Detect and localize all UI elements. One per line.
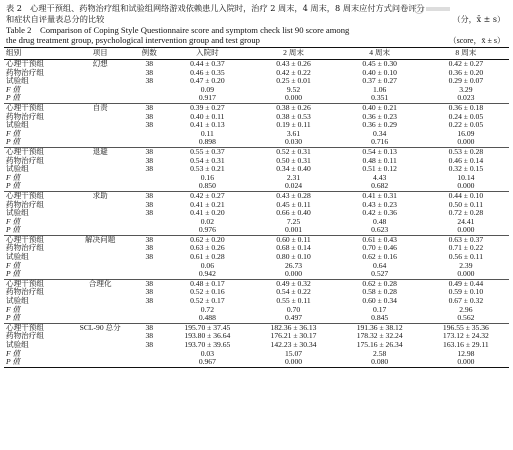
cell-value: 0.62 ± 0.16 bbox=[362, 252, 397, 262]
table-row bbox=[4, 157, 509, 166]
stat-value: 4.43 bbox=[373, 172, 387, 182]
results-table bbox=[4, 47, 509, 368]
table-row bbox=[4, 60, 509, 69]
stat-label: P 值 bbox=[4, 358, 66, 367]
cell-n: 38 bbox=[134, 191, 164, 200]
cell-group: 心理干预组 bbox=[4, 279, 66, 288]
stat-value: 0.000 bbox=[284, 269, 303, 279]
cell-value: 0.66 ± 0.40 bbox=[276, 208, 311, 218]
stat-value: 10.14 bbox=[457, 172, 475, 182]
stat-value: 0.000 bbox=[457, 137, 475, 147]
header-item: 项目 bbox=[66, 48, 134, 60]
cell-value: 0.50 ± 0.11 bbox=[448, 199, 483, 209]
stat-value: 0.942 bbox=[198, 269, 216, 279]
stat-value: 0.09 bbox=[200, 84, 214, 94]
cell-n: 38 bbox=[145, 340, 154, 349]
stat-value: 0.488 bbox=[198, 313, 216, 323]
cell-item: 求助 bbox=[66, 191, 134, 200]
cell-value: 0.68 ± 0.14 bbox=[276, 243, 311, 253]
stat-value: 0.917 bbox=[198, 93, 216, 103]
stat-row-p bbox=[4, 270, 509, 279]
cell-value: 0.53 ± 0.21 bbox=[190, 164, 225, 174]
cell-value: 0.19 ± 0.11 bbox=[276, 120, 311, 130]
cell-item bbox=[66, 297, 134, 306]
header-n: 例数 bbox=[134, 48, 164, 60]
stat-value: 2.58 bbox=[373, 348, 387, 358]
cell-value: 0.25 ± 0.01 bbox=[276, 76, 311, 86]
cell-empty bbox=[66, 262, 134, 271]
stat-value: 26.73 bbox=[284, 260, 303, 270]
table-row bbox=[4, 297, 509, 306]
caption-en-line2: the drug treatment group, psychological intervention group and test group bbox=[6, 35, 260, 45]
stat-label: F 值 bbox=[6, 216, 21, 226]
stat-row-f bbox=[4, 262, 509, 271]
cell-value: 0.42 ± 0.36 bbox=[362, 208, 397, 218]
table-row bbox=[4, 147, 509, 156]
cell-value: 0.51 ± 0.12 bbox=[362, 164, 397, 174]
cell-value: 0.42 ± 0.22 bbox=[276, 67, 311, 77]
header-week4: 4 周末 bbox=[337, 48, 423, 60]
stat-value: 0.976 bbox=[198, 225, 216, 235]
cell-group: 药物治疗组 bbox=[6, 199, 44, 209]
stat-row-f bbox=[4, 174, 509, 183]
stat-value: 2.31 bbox=[286, 172, 301, 182]
cell-empty bbox=[134, 218, 164, 227]
cell-empty bbox=[66, 306, 134, 315]
cell-value: 182.36 ± 36.13 bbox=[250, 323, 336, 332]
cell-value: 0.45 ± 0.11 bbox=[276, 199, 311, 209]
cell-value: 0.61 ± 0.28 bbox=[190, 252, 225, 262]
stat-value: 0.716 bbox=[371, 137, 389, 147]
cell-item bbox=[66, 165, 134, 174]
stat-value: 12.98 bbox=[457, 348, 475, 358]
stat-label: P 值 bbox=[6, 181, 20, 191]
cell-value: 0.60 ± 0.34 bbox=[362, 296, 397, 306]
stat-value: 0.001 bbox=[284, 225, 303, 235]
stat-value: 9.52 bbox=[286, 84, 301, 94]
cell-value: 0.24 ± 0.05 bbox=[448, 111, 484, 121]
cell-value: 0.32 ± 0.15 bbox=[448, 164, 484, 174]
cell-n: 38 bbox=[145, 111, 154, 121]
table-row bbox=[4, 113, 509, 122]
cell-value: 0.41 ± 0.21 bbox=[190, 199, 225, 209]
cell-item: 合理化 bbox=[66, 279, 134, 288]
cell-n: 38 bbox=[145, 155, 154, 165]
table-header-row bbox=[4, 48, 509, 60]
table-row bbox=[4, 323, 509, 332]
cell-value: 0.60 ± 0.11 bbox=[250, 235, 336, 244]
cell-group: 药物治疗组 bbox=[6, 331, 44, 341]
cell-value: 0.34 ± 0.40 bbox=[276, 164, 311, 174]
cell-empty bbox=[134, 130, 164, 139]
cell-value: 191.36 ± 38.12 bbox=[337, 323, 423, 332]
cell-n: 38 bbox=[145, 331, 154, 341]
cell-n: 38 bbox=[145, 59, 154, 68]
cell-empty bbox=[66, 358, 134, 367]
cell-group: 心理干预组 bbox=[4, 191, 66, 200]
cell-empty bbox=[134, 226, 164, 235]
cell-value: 195.70 ± 37.45 bbox=[164, 323, 250, 332]
stat-value: 0.06 bbox=[200, 260, 214, 270]
cell-empty bbox=[66, 86, 134, 95]
stat-row-p bbox=[4, 138, 509, 147]
cell-empty bbox=[134, 86, 164, 95]
stat-value: 16.09 bbox=[457, 128, 475, 138]
caption-en-line1: Table 2 Comparison of Coping Style Questionnaire score and symptom check list 90 score among bbox=[6, 25, 350, 35]
stat-value: 0.000 bbox=[423, 358, 509, 367]
stat-value: 0.527 bbox=[371, 269, 389, 279]
cell-group: 药物治疗组 bbox=[6, 67, 44, 77]
cell-value: 0.36 ± 0.29 bbox=[362, 120, 397, 130]
stat-label: P 值 bbox=[6, 313, 20, 323]
cell-value: 0.44 ± 0.10 bbox=[423, 191, 509, 200]
cell-group: 试验组 bbox=[6, 164, 29, 174]
cell-group: 药物治疗组 bbox=[6, 111, 44, 121]
cell-n: 38 bbox=[134, 103, 164, 112]
stat-value: 0.16 bbox=[200, 172, 214, 182]
cell-item bbox=[66, 244, 134, 253]
stat-label: P 值 bbox=[6, 269, 20, 279]
cell-group: 试验组 bbox=[6, 76, 29, 86]
stat-value: 0.000 bbox=[284, 93, 303, 103]
cell-value: 0.22 ± 0.05 bbox=[448, 120, 484, 130]
cell-value: 0.40 ± 0.10 bbox=[362, 67, 397, 77]
stat-value: 2.96 bbox=[459, 304, 473, 314]
cell-item bbox=[66, 77, 134, 86]
cell-group: 药物治疗组 bbox=[6, 287, 44, 297]
table-row bbox=[4, 341, 509, 350]
cell-value: 0.42 ± 0.27 bbox=[164, 191, 250, 200]
cell-value: 0.47 ± 0.20 bbox=[190, 76, 225, 86]
cell-value: 0.40 ± 0.21 bbox=[337, 103, 423, 112]
table-row bbox=[4, 253, 509, 262]
cell-value: 0.38 ± 0.26 bbox=[250, 103, 336, 112]
stat-row-p bbox=[4, 226, 509, 235]
cell-value: 0.49 ± 0.44 bbox=[423, 279, 509, 288]
cell-n: 38 bbox=[134, 147, 164, 156]
cell-n: 38 bbox=[145, 67, 154, 77]
cell-value: 196.55 ± 35.36 bbox=[423, 323, 509, 332]
stat-value: 24.41 bbox=[457, 216, 475, 226]
cell-group: 试验组 bbox=[6, 208, 29, 218]
cell-value: 173.12 ± 24.32 bbox=[442, 331, 489, 341]
cell-value: 0.29 ± 0.07 bbox=[448, 76, 484, 86]
cell-value: 0.41 ± 0.13 bbox=[190, 120, 225, 130]
stat-row-p bbox=[4, 94, 509, 103]
table-row bbox=[4, 191, 509, 200]
cell-group: 心理干预组 bbox=[4, 235, 66, 244]
stat-value: 0.17 bbox=[373, 304, 387, 314]
cell-value: 0.59 ± 0.10 bbox=[448, 287, 484, 297]
stat-row-f bbox=[4, 306, 509, 315]
table-row bbox=[4, 235, 509, 244]
stat-value: 3.61 bbox=[286, 128, 301, 138]
cell-group: 药物治疗组 bbox=[6, 155, 44, 165]
cell-value: 0.54 ± 0.22 bbox=[276, 287, 311, 297]
cell-item: SCL-90 总分 bbox=[66, 323, 134, 332]
cell-value: 0.58 ± 0.28 bbox=[362, 287, 397, 297]
cell-empty bbox=[66, 226, 134, 235]
cell-item: 退避 bbox=[66, 147, 134, 156]
cell-group: 药物治疗组 bbox=[6, 243, 44, 253]
stat-value: 0.000 bbox=[457, 181, 475, 191]
cell-value: 0.70 ± 0.46 bbox=[362, 243, 397, 253]
cell-n: 38 bbox=[145, 208, 154, 218]
cell-value: 0.62 ± 0.28 bbox=[337, 279, 423, 288]
caption-cn-line1: 表 2 心理干预组、药物治疗组和试验组网络游戏依赖患儿入院时，治疗 2 周末，4 周末，8 周末应付方式问卷评分 bbox=[6, 3, 425, 13]
cell-value: 142.23 ± 30.34 bbox=[270, 340, 317, 349]
stat-value: 0.030 bbox=[284, 137, 303, 147]
cell-value: 0.43 ± 0.28 bbox=[250, 191, 336, 200]
stat-value: 0.64 bbox=[373, 260, 387, 270]
cell-n: 38 bbox=[145, 199, 154, 209]
cell-group: 心理干预组 bbox=[4, 103, 66, 112]
cell-item: 自责 bbox=[66, 103, 134, 112]
stat-value: 0.11 bbox=[200, 128, 214, 138]
cell-value: 176.21 ± 30.17 bbox=[270, 331, 317, 341]
cell-n: 38 bbox=[145, 287, 154, 297]
stat-row-p bbox=[4, 314, 509, 323]
table-row bbox=[4, 69, 509, 78]
cell-value: 0.71 ± 0.22 bbox=[448, 243, 484, 253]
cell-value: 0.61 ± 0.43 bbox=[337, 235, 423, 244]
stat-value: 0.000 bbox=[457, 225, 475, 235]
cell-value: 0.40 ± 0.11 bbox=[190, 111, 225, 121]
stat-value: 0.72 bbox=[200, 304, 214, 314]
cell-value: 0.37 ± 0.27 bbox=[362, 76, 397, 86]
table-body bbox=[4, 60, 509, 368]
stat-label: P 值 bbox=[6, 137, 20, 147]
stat-value: 0.70 bbox=[286, 304, 301, 314]
cell-value: 0.54 ± 0.13 bbox=[337, 147, 423, 156]
cell-value: 163.16 ± 29.11 bbox=[443, 340, 489, 349]
cell-item bbox=[66, 209, 134, 218]
caption-cn-line2: 和症状自评量表总分的比较 bbox=[6, 14, 105, 24]
cell-group: 心理干预组 bbox=[4, 323, 66, 332]
cell-n: 38 bbox=[145, 120, 154, 130]
stat-label: F 值 bbox=[6, 172, 21, 182]
stat-label: P 值 bbox=[6, 93, 20, 103]
cell-value: 178.32 ± 32.24 bbox=[356, 331, 403, 341]
cell-item bbox=[66, 201, 134, 210]
cell-item bbox=[66, 113, 134, 122]
cell-value: 0.48 ± 0.17 bbox=[164, 279, 250, 288]
stat-value: 0.967 bbox=[164, 358, 250, 367]
cell-value: 0.80 ± 0.10 bbox=[276, 252, 311, 262]
cell-empty bbox=[66, 218, 134, 227]
cell-value: 0.54 ± 0.31 bbox=[190, 155, 225, 165]
cell-group: 试验组 bbox=[6, 120, 29, 130]
cell-value: 0.52 ± 0.16 bbox=[190, 287, 225, 297]
stat-value: 0.898 bbox=[198, 137, 216, 147]
cell-value: 0.50 ± 0.31 bbox=[276, 155, 311, 165]
stat-value: 0.34 bbox=[373, 128, 387, 138]
stat-label: F 值 bbox=[6, 260, 21, 270]
stat-value: 0.000 bbox=[250, 358, 336, 367]
cell-value: 0.43 ± 0.23 bbox=[362, 199, 397, 209]
stat-label: F 值 bbox=[6, 348, 21, 358]
table-row bbox=[4, 332, 509, 341]
header-week2: 2 周末 bbox=[250, 48, 336, 60]
stat-value: 0.03 bbox=[200, 348, 214, 358]
cell-value: 0.41 ± 0.31 bbox=[337, 191, 423, 200]
stat-row-f bbox=[4, 86, 509, 95]
stat-value: 0.000 bbox=[457, 269, 475, 279]
cell-item bbox=[66, 341, 134, 350]
stat-value: 0.497 bbox=[284, 313, 303, 323]
header-group: 组别 bbox=[4, 48, 66, 60]
cell-item bbox=[66, 288, 134, 297]
cell-value: 193.70 ± 39.65 bbox=[184, 340, 231, 349]
cell-value: 0.52 ± 0.17 bbox=[190, 296, 225, 306]
cell-value: 0.36 ± 0.18 bbox=[423, 103, 509, 112]
cell-value: 0.38 ± 0.53 bbox=[276, 111, 311, 121]
cell-empty bbox=[66, 350, 134, 359]
cell-n: 38 bbox=[145, 252, 154, 262]
table-row bbox=[4, 209, 509, 218]
cell-empty bbox=[134, 262, 164, 271]
watermark-logo bbox=[413, 3, 453, 15]
stat-value: 0.351 bbox=[371, 93, 389, 103]
cell-empty bbox=[134, 306, 164, 315]
stat-value: 7.25 bbox=[286, 216, 301, 226]
table-row bbox=[4, 244, 509, 253]
stat-value: 0.850 bbox=[198, 181, 216, 191]
stat-value: 2.39 bbox=[459, 260, 473, 270]
cell-item bbox=[66, 332, 134, 341]
stat-value: 0.562 bbox=[457, 313, 475, 323]
stat-value: 0.623 bbox=[371, 225, 389, 235]
cell-n: 38 bbox=[145, 164, 154, 174]
cell-n: 38 bbox=[145, 296, 154, 306]
cell-item bbox=[66, 69, 134, 78]
cell-item bbox=[66, 121, 134, 130]
stat-value: 15.07 bbox=[284, 348, 303, 358]
cell-empty bbox=[66, 270, 134, 279]
table-row bbox=[4, 279, 509, 288]
cell-value: 0.42 ± 0.27 bbox=[448, 59, 484, 68]
cell-group: 试验组 bbox=[6, 296, 29, 306]
cell-n: 38 bbox=[134, 323, 164, 332]
cell-item: 解决问题 bbox=[66, 235, 134, 244]
cell-item bbox=[66, 157, 134, 166]
cell-value: 0.67 ± 0.32 bbox=[448, 296, 484, 306]
cell-value: 0.36 ± 0.20 bbox=[448, 67, 484, 77]
cell-value: 0.52 ± 0.31 bbox=[250, 147, 336, 156]
table-row bbox=[4, 165, 509, 174]
cell-item: 幻想 bbox=[92, 59, 108, 68]
cell-empty bbox=[134, 270, 164, 279]
cell-empty bbox=[134, 314, 164, 323]
cell-value: 0.56 ± 0.11 bbox=[448, 252, 483, 262]
table-row bbox=[4, 201, 509, 210]
cell-value: 0.39 ± 0.27 bbox=[164, 103, 250, 112]
cell-value: 0.46 ± 0.14 bbox=[448, 155, 484, 165]
stat-value: 0.02 bbox=[200, 216, 214, 226]
cell-value: 0.72 ± 0.28 bbox=[448, 208, 484, 218]
cell-value: 175.16 ± 26.34 bbox=[356, 340, 403, 349]
stat-row-f bbox=[4, 218, 509, 227]
stat-row-f bbox=[4, 350, 509, 359]
cell-item bbox=[66, 253, 134, 262]
cell-value: 0.41 ± 0.20 bbox=[190, 208, 225, 218]
stat-label: F 值 bbox=[6, 128, 21, 138]
cell-value: 0.55 ± 0.11 bbox=[276, 296, 311, 306]
stat-row-p bbox=[4, 182, 509, 191]
cell-value: 0.53 ± 0.28 bbox=[423, 147, 509, 156]
stat-row-f bbox=[4, 130, 509, 139]
stat-value: 0.024 bbox=[284, 181, 303, 191]
stat-label: F 值 bbox=[6, 304, 21, 314]
stat-value: 0.845 bbox=[371, 313, 389, 323]
cell-value: 0.36 ± 0.23 bbox=[362, 111, 397, 121]
cell-group: 试验组 bbox=[6, 340, 29, 349]
cell-group: 试验组 bbox=[6, 252, 29, 262]
cell-empty bbox=[66, 130, 134, 139]
cell-group: 心理干预组 bbox=[4, 147, 66, 156]
cell-empty bbox=[134, 174, 164, 183]
cell-value: 0.45 ± 0.30 bbox=[362, 59, 397, 68]
cell-group: 心理干预组 bbox=[6, 59, 44, 68]
cell-empty bbox=[134, 350, 164, 359]
cell-value: 0.55 ± 0.37 bbox=[164, 147, 250, 156]
stat-value: 0.682 bbox=[371, 181, 389, 191]
cell-n: 38 bbox=[145, 243, 154, 253]
cell-value: 0.49 ± 0.32 bbox=[250, 279, 336, 288]
stat-value: 0.48 bbox=[373, 216, 387, 226]
cell-value: 0.62 ± 0.20 bbox=[164, 235, 250, 244]
caption-en-unit: （score，x̄ ± s） bbox=[448, 36, 505, 45]
header-admission: 入院时 bbox=[164, 48, 250, 60]
cell-empty bbox=[66, 174, 134, 183]
cell-n: 38 bbox=[134, 235, 164, 244]
table-row bbox=[4, 288, 509, 297]
stat-label: P 值 bbox=[6, 225, 20, 235]
table-row bbox=[4, 77, 509, 86]
stat-row-p bbox=[4, 358, 509, 367]
stat-value: 0.080 bbox=[337, 358, 423, 367]
cell-value: 0.63 ± 0.37 bbox=[423, 235, 509, 244]
stat-value: 0.023 bbox=[457, 93, 475, 103]
cell-value: 0.63 ± 0.26 bbox=[190, 243, 225, 253]
cell-value: 0.46 ± 0.35 bbox=[190, 67, 225, 77]
stat-label: F 值 bbox=[6, 84, 21, 94]
cell-value: 0.48 ± 0.11 bbox=[362, 155, 397, 165]
table-row bbox=[4, 121, 509, 130]
cell-value: 0.44 ± 0.37 bbox=[190, 59, 225, 68]
table-row bbox=[4, 103, 509, 112]
stat-value: 3.29 bbox=[459, 84, 473, 94]
cell-empty bbox=[66, 314, 134, 323]
cell-n: 38 bbox=[145, 76, 154, 86]
header-week8: 8 周末 bbox=[423, 48, 509, 60]
stat-value: 1.06 bbox=[373, 84, 387, 94]
cell-n: 38 bbox=[134, 279, 164, 288]
caption-cn-unit: （分，x̄ ± s） bbox=[452, 15, 505, 24]
cell-value: 0.43 ± 0.26 bbox=[276, 59, 311, 68]
cell-empty bbox=[134, 358, 164, 367]
cell-value: 193.80 ± 36.64 bbox=[184, 331, 231, 341]
